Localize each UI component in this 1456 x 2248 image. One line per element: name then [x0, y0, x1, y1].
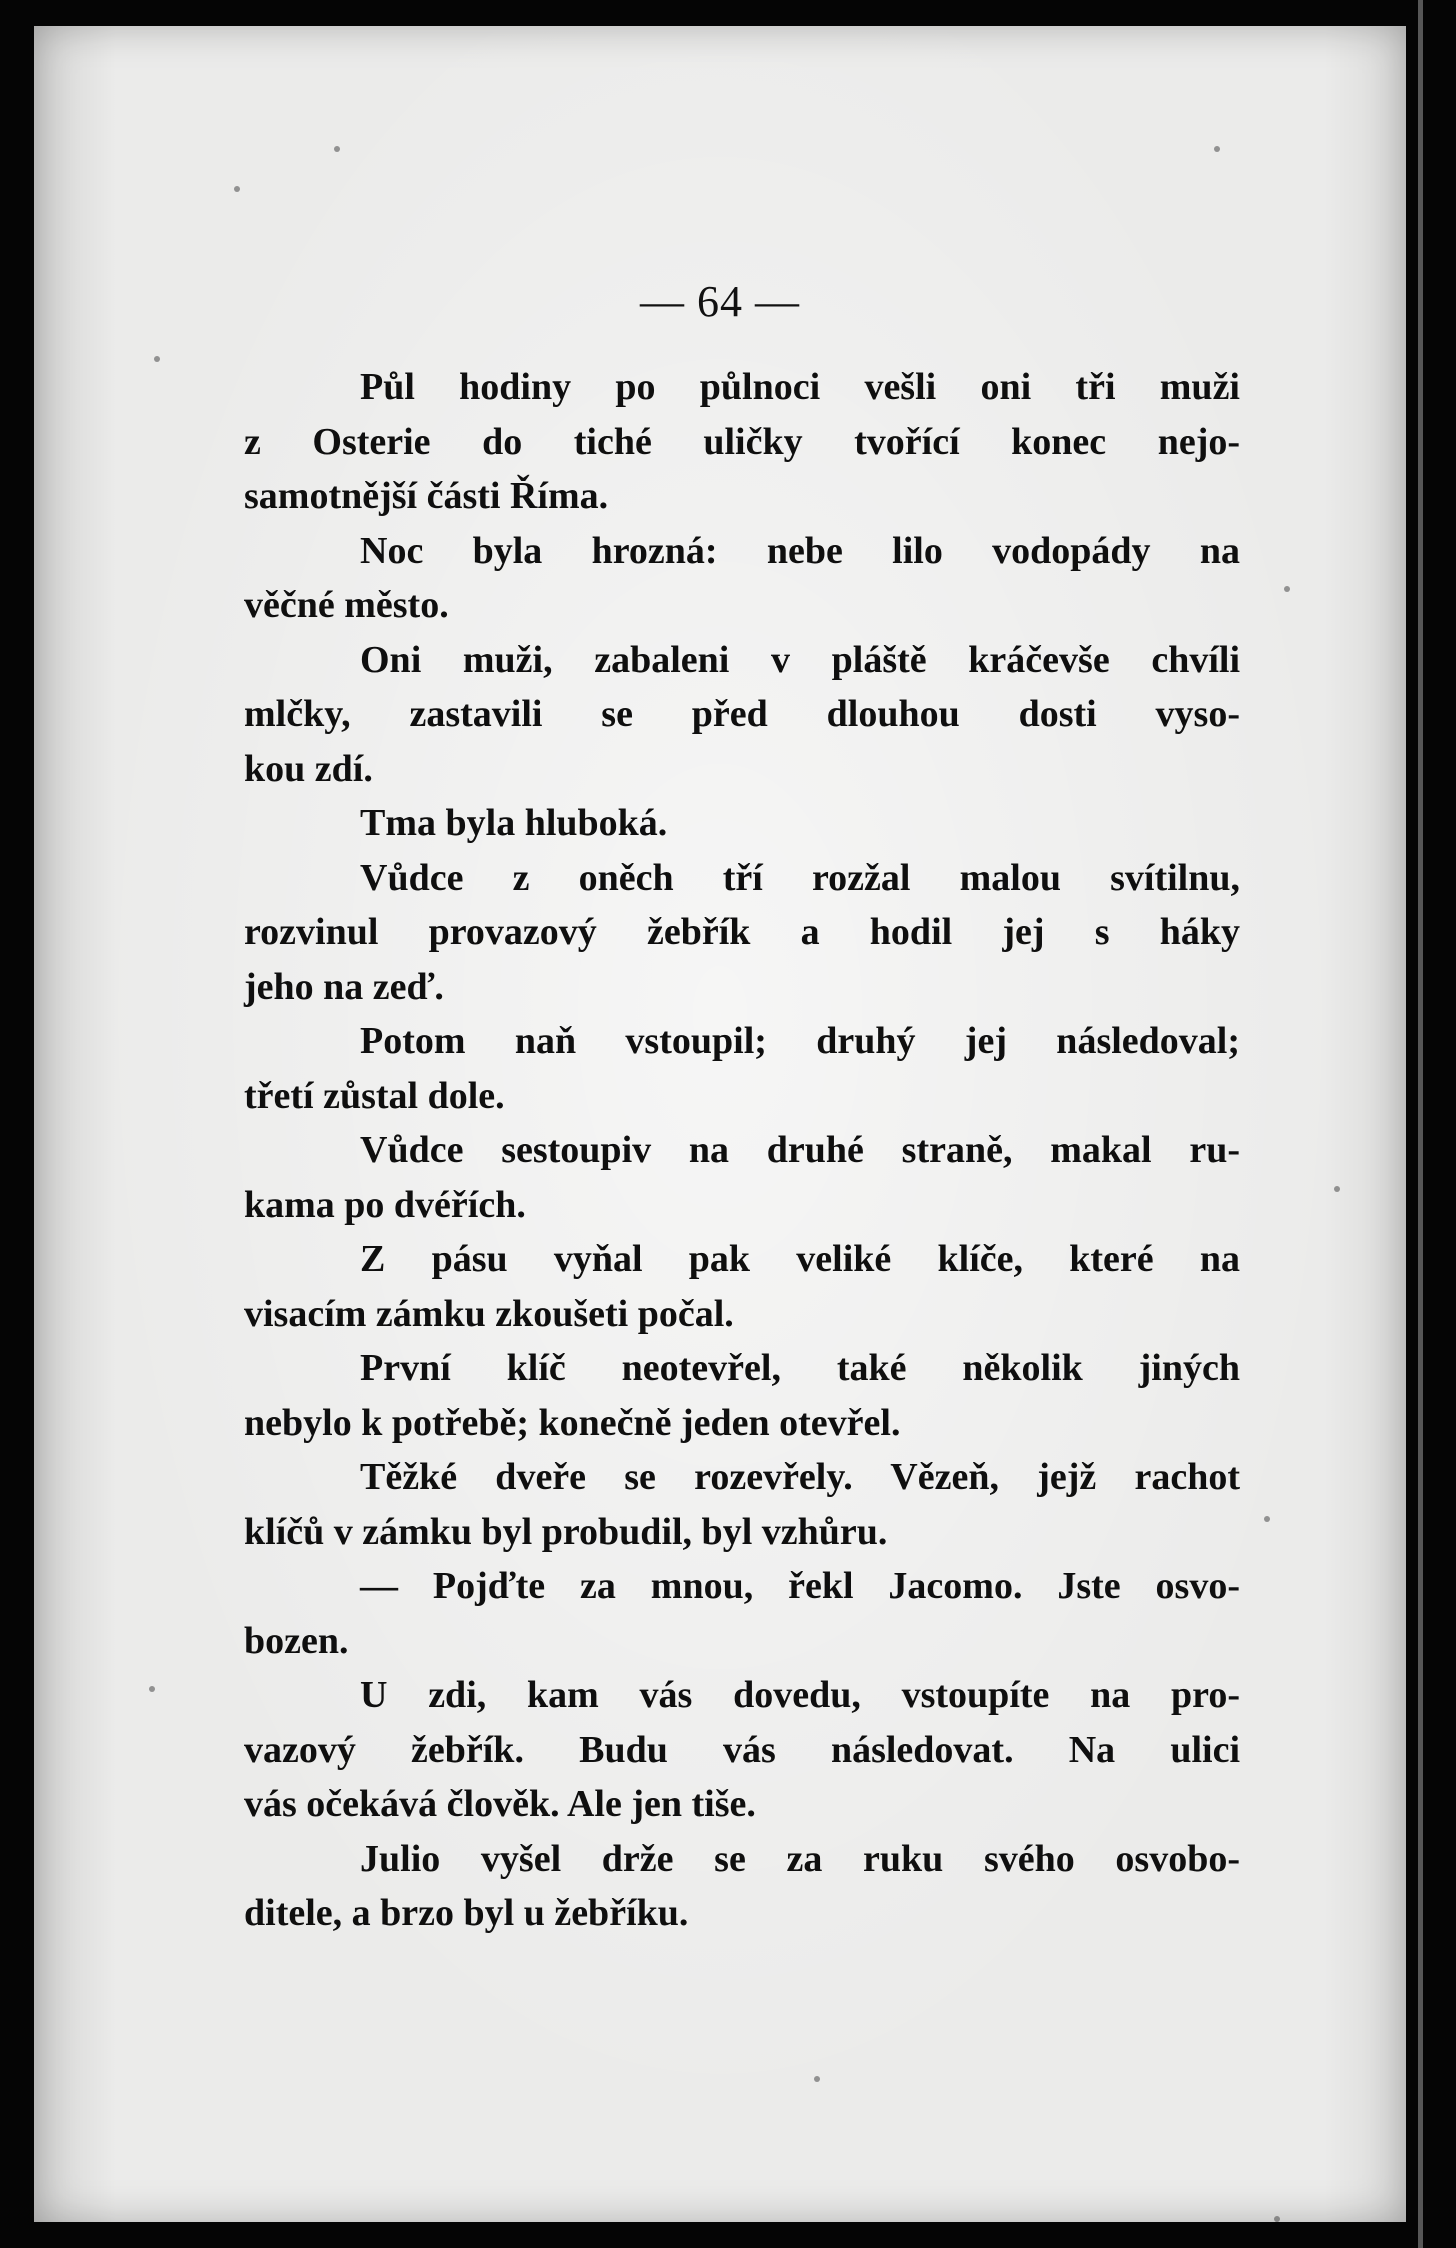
page-number: — 64 —	[640, 277, 800, 326]
book-page	[34, 26, 1406, 2222]
text-line: Noc byla hrozná: nebe lilo vodopády na	[360, 529, 1240, 572]
text-line: klíčů v zámku byl probudil, byl vzhůru.	[244, 1510, 888, 1553]
paper-speck	[334, 146, 340, 152]
text-line: Tma byla hluboká.	[360, 802, 668, 844]
text-line: Vůdce z oněch tří rozžal malou svítilnu,	[360, 856, 1240, 899]
paper-speck	[1264, 1516, 1270, 1522]
text-line: vás očekává člověk. Ale jen tiše.	[244, 1783, 756, 1825]
text-line: — Pojďte za mnou, řekl Jacomo. Jste osvo-	[360, 1565, 1240, 1607]
text-line: Oni muži, zabaleni v pláště kráčevše chvíli	[360, 638, 1240, 681]
text-line: třetí zůstal dole.	[244, 1074, 505, 1117]
text-line: Vůdce sestoupiv na druhé straně, makal ru-	[360, 1129, 1240, 1171]
text-line: ditele, a brzo byl u žebříku.	[244, 1892, 689, 1934]
text-line: rozvinul provazový žebřík a hodil jej s háky	[244, 911, 1240, 953]
paper-speck	[234, 186, 240, 192]
paper-speck	[1274, 2216, 1280, 2222]
text-line: Potom naň vstoupil; druhý jej následoval;	[360, 1020, 1240, 1062]
text-line: visacím zámku zkoušeti počal.	[244, 1292, 734, 1335]
text-line: věčné město.	[244, 584, 449, 626]
paper-speck	[154, 356, 160, 362]
text-line: mlčky, zastavili se před dlouhou dosti vyso-	[244, 693, 1240, 735]
paper-speck	[149, 1686, 155, 1692]
text-line: nebylo k potřebě; konečně jeden otevřel.	[244, 1401, 901, 1444]
text-line: jeho na zeď.	[244, 965, 444, 1008]
text-line: vazový žebřík. Budu vás následovat. Na ulici	[244, 1728, 1240, 1771]
text-line: Z pásu vyňal pak veliké klíče, které na	[360, 1238, 1240, 1280]
paper-speck	[1284, 586, 1290, 592]
text-line: bozen.	[244, 1619, 349, 1662]
text-line: U zdi, kam vás dovedu, vstoupíte na pro-	[360, 1674, 1240, 1716]
text-line: Těžké dveře se rozevřely. Vězeň, jejž rachot	[360, 1456, 1240, 1498]
text-line: Julio vyšel drže se za ruku svého osvobo-	[360, 1837, 1240, 1880]
text-line: První klíč neotevřel, také několik jiných	[360, 1347, 1240, 1389]
text-line: kama po dvéřích.	[244, 1183, 526, 1226]
text-line: kou zdí.	[244, 747, 373, 790]
text-line: samotnější části Říma.	[244, 475, 609, 517]
body-text	[244, 360, 1240, 1941]
paper-speck	[814, 2076, 820, 2082]
text-line: Půl hodiny po půlnoci vešli oni tři muži	[360, 366, 1240, 408]
page-edge-line	[1418, 0, 1423, 2248]
text-line: z Osterie do tiché uličky tvořící konec nejo-	[244, 420, 1240, 463]
paper-speck	[1214, 146, 1220, 152]
paper-speck	[1334, 1186, 1340, 1192]
